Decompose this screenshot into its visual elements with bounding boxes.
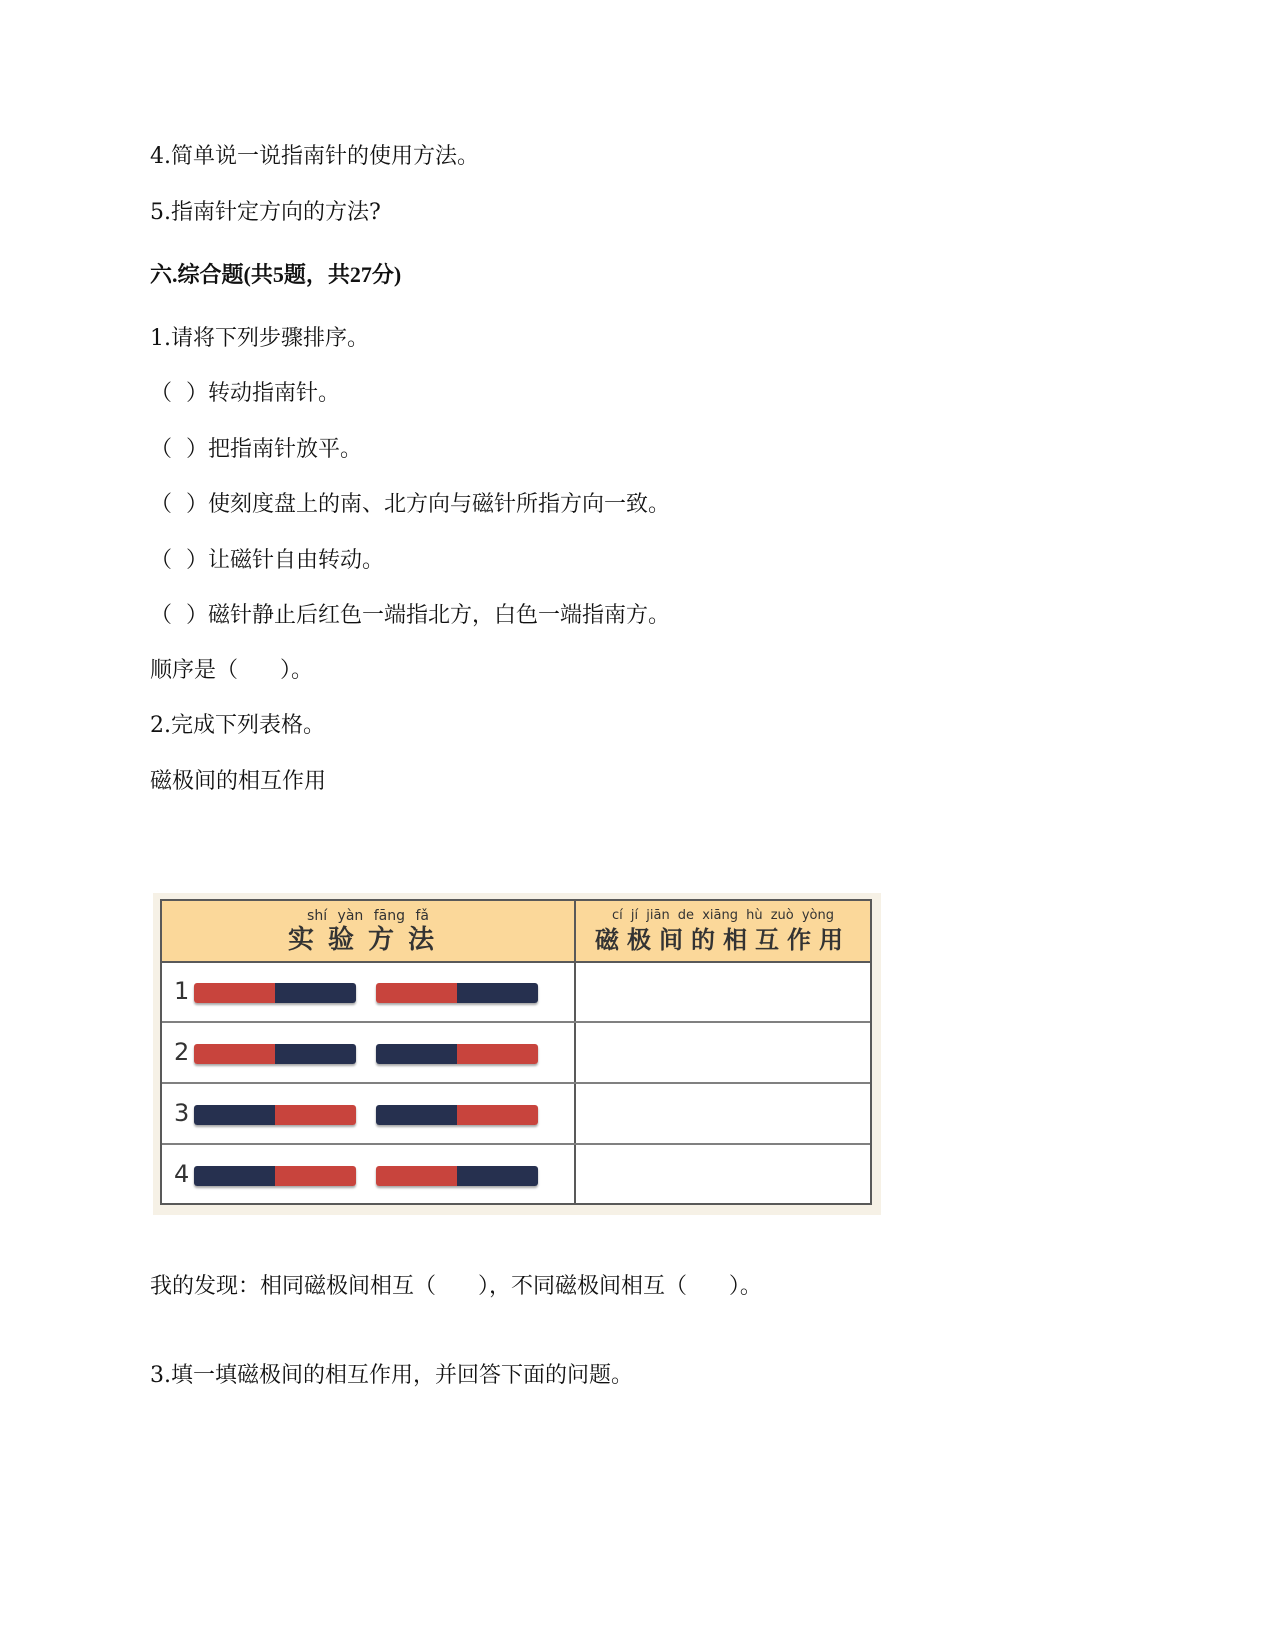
section-heading: 六.综合题(共5题，共27分) bbox=[150, 262, 402, 287]
question-3: 3.填一填磁极间的相互作用，并回答下面的问题。 bbox=[150, 1363, 633, 1388]
magnet-table-figure bbox=[153, 893, 881, 1215]
my-finding: 我的发现：相同磁极间相互（ ），不同磁极间相互（ ）。 bbox=[150, 1274, 762, 1299]
row-number: 4 bbox=[174, 1160, 190, 1188]
header-method-title: 实验方法 bbox=[287, 925, 448, 955]
question-1: 1.请将下列步骤排序。 bbox=[150, 326, 369, 351]
step-2: （ ）把指南针放平。 bbox=[150, 437, 362, 462]
header-interaction-pinyin: cí jí jiān de xiāng hù zuò yòng bbox=[612, 908, 834, 923]
bar-magnet bbox=[194, 1166, 356, 1186]
bar-magnet bbox=[376, 1105, 538, 1125]
bar-magnet bbox=[194, 1105, 356, 1125]
order-answer: 顺序是（ ）。 bbox=[150, 658, 313, 683]
header-method bbox=[162, 901, 574, 961]
bar-magnet bbox=[194, 983, 356, 1003]
row-divider bbox=[162, 1143, 870, 1145]
step-4: （ ）让磁针自由转动。 bbox=[150, 548, 384, 573]
step-5: （ ）磁针静止后红色一端指北方，白色一端指南方。 bbox=[150, 603, 670, 628]
bar-magnet bbox=[376, 1166, 538, 1186]
row-number: 2 bbox=[174, 1038, 190, 1066]
row-number: 1 bbox=[174, 977, 190, 1005]
question-5: 5.指南针定方向的方法? bbox=[150, 200, 381, 225]
bar-magnet bbox=[376, 1044, 538, 1064]
column-divider bbox=[574, 901, 576, 1203]
row-number: 3 bbox=[174, 1099, 190, 1127]
bar-magnet bbox=[194, 1044, 356, 1064]
question-4: 4.简单说一说指南针的使用方法。 bbox=[150, 144, 479, 169]
header-interaction bbox=[576, 901, 870, 961]
header-method-pinyin: shí yàn fāng fǎ bbox=[307, 908, 429, 924]
header-interaction-title: 磁极间的相互作用 bbox=[595, 925, 851, 954]
bar-magnet bbox=[376, 983, 538, 1003]
magnet-table bbox=[160, 899, 872, 1205]
step-1: （ ）转动指南针。 bbox=[150, 381, 340, 406]
row-divider bbox=[162, 1082, 870, 1084]
row-divider bbox=[162, 1021, 870, 1023]
question-2: 2.完成下列表格。 bbox=[150, 713, 325, 738]
step-3: （ ）使刻度盘上的南、北方向与磁针所指方向一致。 bbox=[150, 492, 670, 517]
table-caption: 磁极间的相互作用 bbox=[150, 769, 327, 794]
table-header bbox=[162, 901, 870, 963]
